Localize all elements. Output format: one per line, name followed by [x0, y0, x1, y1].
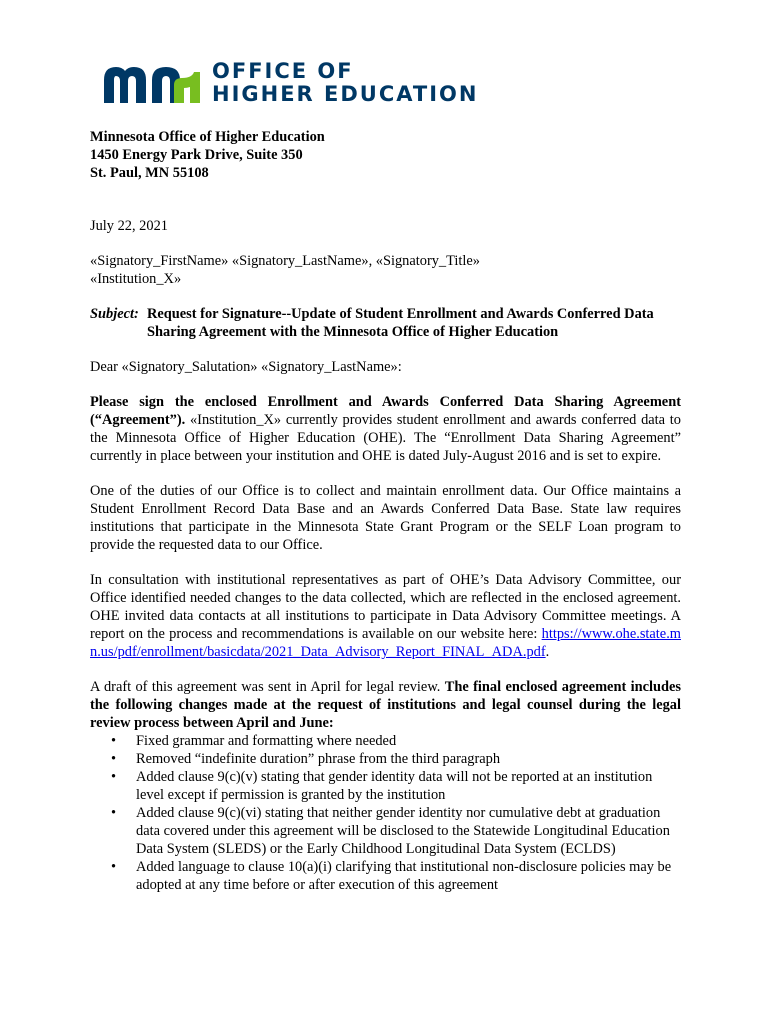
list-item: • Removed “indefinite duration” phrase from the third paragraph [136, 750, 681, 768]
recipient-block [90, 252, 681, 288]
sender-street: 1450 Energy Park Drive, Suite 350 [90, 147, 303, 163]
letter-body [90, 128, 681, 894]
paragraph-1-text: «Institution_X» currently provides student enrollment and awards conferred data to the Minnesota Office of Higher Education (OHE). The “Enrollment Data Sharing Agreement” currently in place between your institution and OHE is dated July-August 2016 and is set to expire. [90, 412, 681, 464]
logo-line-2: HIGHER EDUCATION [212, 82, 479, 106]
paragraph-3-text: In consultation with institutional representatives as part of OHE’s Data Advisory Committee, our Office identified needed changes to the data collected, which are reflected in the enclosed agreement. OHE invited data contacts at all institutions to participate in Data Advisory Committee meetings. A report on the process and recommendations is available on our website here: [90, 572, 681, 642]
paragraph-3 [90, 571, 681, 661]
ohe-logo [102, 58, 502, 110]
sender-address [90, 128, 681, 182]
recipient-line-2: «Institution_X» [90, 271, 182, 287]
logo-line-1: OFFICE OF [212, 59, 354, 83]
paragraph-4-text: A draft of this agreement was sent in April for legal review. [90, 679, 445, 695]
recipient-line-1: «Signatory_FirstName» «Signatory_LastName», «Signatory_Title» [90, 253, 480, 269]
list-item: • Added language to clause 10(a)(i) clarifying that institutional non-disclosure policies may be adopted at any time before or after execution of this agreement [136, 858, 681, 894]
paragraph-4-bold: The final enclosed agreement includes the following changes made at the request of institutions and legal counsel during the legal review process between April and June: [90, 679, 681, 731]
list-item: • Added clause 9(c)(vi) stating that neither gender identity nor cumulative debt at graduation data covered under this agreement will be disclosed to the Statewide Longitudinal Education Data System (SLEDS) or the Early Childhood Longitudinal Data System (ECLDS) [136, 804, 681, 858]
paragraph-2: One of the duties of our Office is to collect and maintain enrollment data. Our Office maintains a Student Enrollment Record Data Base and an Awards Conferred Data Base. State law requires institutions that participate in the Minnesota State Grant Program or the SELF Loan program to provide the requested data to our Office. [90, 483, 681, 553]
subject-text: Request for Signature--Update of Student Enrollment and Awards Conferred Data Sharing Agreement with the Minnesota Office of Higher Education [147, 306, 654, 340]
paragraph-4 [90, 678, 681, 732]
paragraph-3-end: . [545, 644, 550, 660]
paragraph-1 [90, 393, 681, 465]
paragraph-1-bold: Please sign the enclosed Enrollment and Awards Conferred Data Sharing Agreement (“Agreement”). [90, 394, 681, 428]
letter-date: July 22, 2021 [90, 218, 168, 234]
sender-name: Minnesota Office of Higher Education [90, 129, 325, 145]
mn-logo-icon [102, 58, 202, 108]
salutation: Dear «Signatory_Salutation» «Signatory_LastName»: [90, 359, 402, 375]
list-item: • Added clause 9(c)(v) stating that gender identity data will not be reported at an institution level except if permission is granted by the institution [136, 768, 681, 804]
list-item: • Fixed grammar and formatting where needed [136, 732, 681, 750]
logo-wordmark [212, 60, 478, 106]
subject-line [90, 305, 681, 341]
sender-city: St. Paul, MN 55108 [90, 165, 209, 181]
changes-list [90, 732, 681, 894]
report-link[interactable]: https://www.ohe.state.mn.us/pdf/enrollment/basicdata/2021_Data_Advisory_Report_FINAL_ADA.pdf [90, 626, 681, 660]
subject-label: Subject: [90, 306, 139, 322]
